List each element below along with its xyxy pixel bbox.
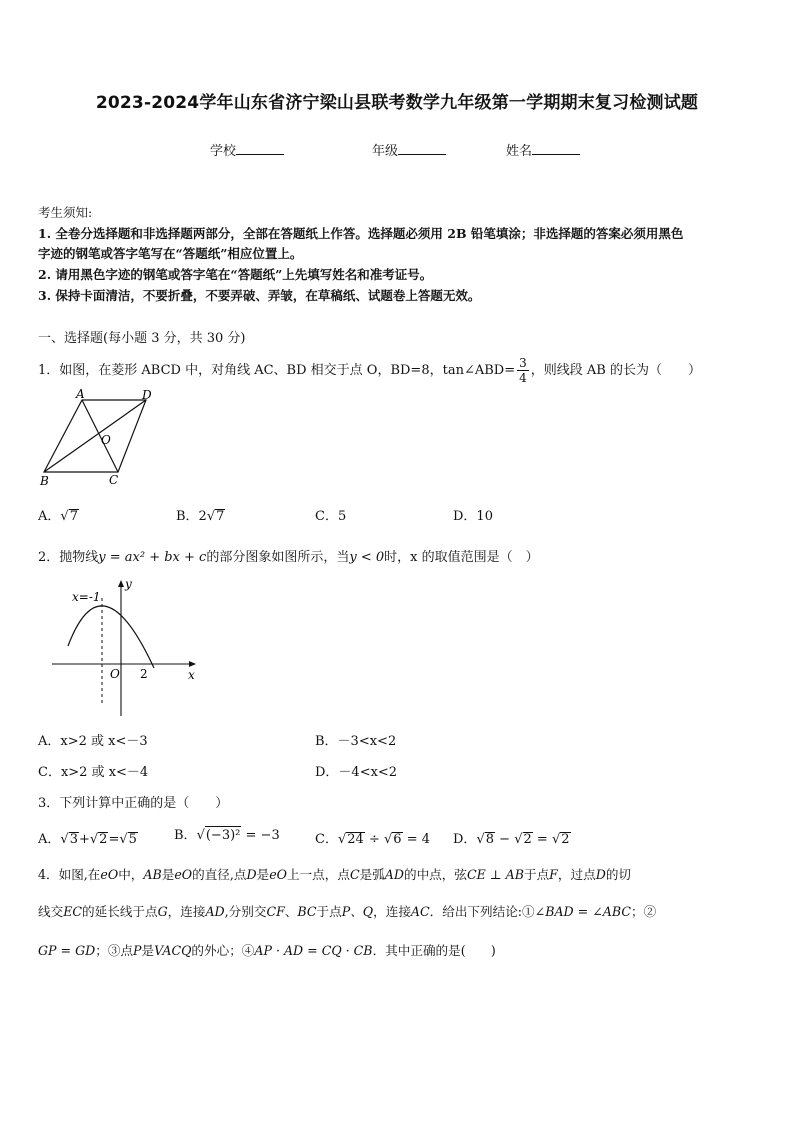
q3-opt-a-r2: 2 (99, 832, 108, 847)
q3-opt-a-r1: 3 (69, 832, 78, 847)
q2-cond: y < 0 (349, 550, 385, 565)
q4-text: ,分别交 (224, 904, 267, 919)
q4-text: 的切 (605, 867, 631, 882)
q3-opt-d-minus: − (499, 832, 511, 847)
q4-math: P (133, 943, 142, 958)
q1-frac-num: 3 (519, 356, 527, 370)
q3-opt-d-label: D． (453, 832, 477, 847)
q4-text: 于点 (523, 867, 550, 882)
y-axis-arrow (118, 580, 124, 587)
q3-opt-c-label: C． (315, 832, 338, 847)
q1-fraction (517, 356, 529, 385)
q4-math: GP = GD (38, 943, 96, 958)
q1-option-a[interactable] (38, 505, 79, 524)
q4-text: 的外心；④ (191, 943, 255, 958)
label-two: 2 (140, 667, 148, 681)
rhombus-figure (34, 388, 164, 488)
q1-opt-b-label: B．2 (176, 509, 207, 524)
q4-math: G (157, 904, 168, 919)
parabola-curve (68, 606, 154, 668)
q4-math: EC (63, 904, 83, 919)
q3-option-a[interactable] (38, 828, 138, 847)
q4-math: D (595, 867, 606, 882)
label-d: D (142, 388, 152, 402)
label-origin: O (110, 667, 120, 681)
q2-option-a[interactable]: A．x>2 或 x<－3 (38, 734, 148, 749)
q4-text: 于点 (316, 904, 342, 919)
label-x: x (188, 668, 195, 682)
label-c: C (109, 473, 119, 487)
label-b: B (40, 474, 49, 488)
sqrt-sign: √ (514, 832, 523, 847)
q4-math: CE ⊥ AB (466, 867, 524, 882)
q1-stem (38, 356, 701, 385)
q4-text: ；③点 (95, 943, 134, 958)
q3-opt-a-label: A． (38, 832, 61, 847)
q3-option-c[interactable] (315, 828, 430, 847)
q3-stem: 3．下列计算中正确的是（ ） (38, 796, 229, 811)
grade-blank[interactable] (398, 142, 446, 155)
label-axis: x=-1 (72, 590, 101, 604)
q3-opt-a-plus: + (78, 832, 90, 847)
q3-opt-d-r1: 8 (485, 832, 495, 847)
notice-heading: 考生须知: (38, 205, 93, 220)
q4-text: 上一点，点 (286, 867, 350, 882)
parabola-figure (50, 576, 200, 718)
q4-line-3 (38, 940, 496, 959)
q3-opt-b-label: B． (174, 828, 197, 843)
q2-option-b[interactable]: B．－3<x<2 (315, 734, 397, 749)
q3-opt-c-div: ÷ (368, 832, 380, 847)
q4-text: 线交 (38, 904, 64, 919)
q3-opt-d-eq: = (536, 832, 548, 847)
q2-option-d[interactable]: D．－4<x<2 (315, 765, 398, 780)
q4-text: ，连接 (373, 904, 411, 919)
notice-item-3: 3. 保持卡面清洁，不要折叠，不要弄破、弄皱，在草稿纸、试题卷上答题无效。 (38, 288, 481, 303)
q4-text: 的中点，弦 (403, 867, 467, 882)
q4-math: C (349, 867, 360, 882)
q3-option-b[interactable] (174, 824, 280, 845)
q4-math: P、Q (341, 904, 374, 919)
q3-opt-a-eq: = (108, 832, 120, 847)
q3-opt-d-r2: 2 (523, 832, 532, 847)
q4-math: CF (266, 904, 285, 919)
q4-text: 的延长线于点 (82, 904, 158, 919)
q2-option-c[interactable]: C．x>2 或 x<－4 (38, 765, 149, 780)
label-o: O (101, 433, 111, 447)
q1-stem-b: ，则线段 AB 的长为（ ） (530, 363, 701, 378)
q3-opt-b-inner: (−3)² (205, 828, 241, 843)
sqrt-sign: √ (383, 832, 393, 847)
q4-math: AD (384, 867, 404, 882)
q3-opt-c-r2: 6 (393, 832, 402, 847)
q4-text: ，过点 (557, 867, 596, 882)
label-y: y (125, 577, 132, 591)
q4-text: 是 (161, 867, 175, 882)
q4-text: 是 (256, 867, 270, 882)
grade-field[interactable] (372, 140, 446, 159)
name-label: 姓名 (506, 144, 533, 159)
sqrt-sign: √ (89, 832, 99, 847)
sqrt-sign: √ (119, 832, 128, 847)
q4-text: 是 (141, 943, 155, 958)
q3-opt-c-r1: 24 (347, 832, 364, 847)
q4-text: 中， (118, 867, 144, 882)
q3-opt-c-eq: = 4 (406, 832, 430, 847)
q4-math: eO (100, 867, 119, 882)
q1-option-b[interactable] (176, 505, 225, 524)
q4-math: AD (205, 904, 225, 919)
q4-math: AP · AD = CQ · CB (254, 943, 373, 958)
q4-math: eO (269, 867, 287, 882)
sqrt-sign: √ (337, 832, 347, 847)
q2-stem (38, 546, 539, 565)
sqrt-sign: √ (60, 832, 69, 847)
q3-option-d[interactable] (453, 828, 571, 847)
page-title: 2023-2024学年山东省济宁梁山县联考数学九年级第一学期期末复习检测试题 (95, 93, 699, 113)
q4-math: AB (143, 867, 162, 882)
sqrt-sign: √ (476, 832, 485, 847)
q1-option-d[interactable]: D．10 (453, 509, 493, 524)
q4-text: 是弧 (359, 867, 385, 882)
q4-text: 4．如图,在 (38, 867, 101, 882)
q2-stem-c: 时，x 的取值范围是（ ） (384, 550, 539, 565)
q1-stem-a: 1．如图，在菱形 ABCD 中，对角线 AC、BD 相交于点 O，BD=8，tan∠ABD= (38, 363, 516, 378)
grade-label: 年级 (372, 144, 399, 159)
q4-math: BC (297, 904, 317, 919)
q4-text: ；② (630, 904, 657, 919)
section-title: 一、选择题(每小题 3 分，共 30 分) (38, 331, 246, 346)
q4-text: ，连接 (167, 904, 206, 919)
q1-opt-a-val: 7 (69, 509, 78, 524)
label-a: A (76, 388, 85, 401)
name-field[interactable] (506, 140, 580, 159)
q4-line-1 (38, 864, 631, 883)
school-blank[interactable] (236, 142, 284, 155)
q4-text: ．给出下列结论:① (429, 904, 535, 919)
q4-math: F (549, 867, 558, 882)
name-blank[interactable] (532, 142, 580, 155)
q2-stem-b: 的部分图象如图所示，当 (206, 550, 350, 565)
x-axis-arrow (189, 661, 196, 667)
diagonal-bd (44, 400, 146, 472)
q4-math: AC (410, 904, 430, 919)
notice-item-2: 2. 请用黑色字迹的钢笔或答字笔在“答题纸”上先填写姓名和准考证号。 (38, 267, 433, 282)
sqrt-sign: √ (551, 832, 561, 847)
sqrt-sign: √ (196, 828, 205, 843)
q1-opt-b-val: 7 (216, 509, 225, 524)
q1-option-c[interactable]: C．5 (315, 509, 347, 524)
diagonal-ac (82, 400, 118, 472)
q4-text: ．其中正确的是( ) (372, 943, 496, 958)
school-field[interactable] (210, 140, 284, 159)
q3-opt-d-r3: 2 (561, 832, 570, 847)
q3-opt-a-r3: 5 (128, 832, 137, 847)
q4-text: 的直径,点 (192, 867, 247, 882)
q4-math: eO (174, 867, 193, 882)
q1-frac-den: 4 (519, 371, 527, 385)
q4-math: VACQ (154, 943, 192, 958)
school-label: 学校 (210, 144, 237, 159)
q4-math: D (246, 867, 257, 882)
q2-expr: y = ax² + bx + c (98, 550, 207, 565)
sqrt-sign: √ (206, 509, 216, 524)
q1-opt-a-label: A． (38, 509, 61, 524)
q2-stem-a: 2．抛物线 (38, 550, 99, 565)
notice-item-1b: 字迹的钢笔或答字笔写在“答题纸”相应位置上。 (38, 246, 303, 261)
q4-line-2 (38, 901, 656, 920)
q4-math: ∠BAD = ∠ABC (534, 904, 631, 919)
q4-text: 、 (284, 904, 298, 919)
q3-opt-b-eq: = −3 (245, 828, 280, 843)
notice-item-1a: 1. 全卷分选择题和非选择题两部分，全部在答题纸上作答。选择题必须用 2B 铅笔填涂；非选择题的答案必须用黑色 (38, 226, 684, 241)
sqrt-sign: √ (60, 509, 69, 524)
